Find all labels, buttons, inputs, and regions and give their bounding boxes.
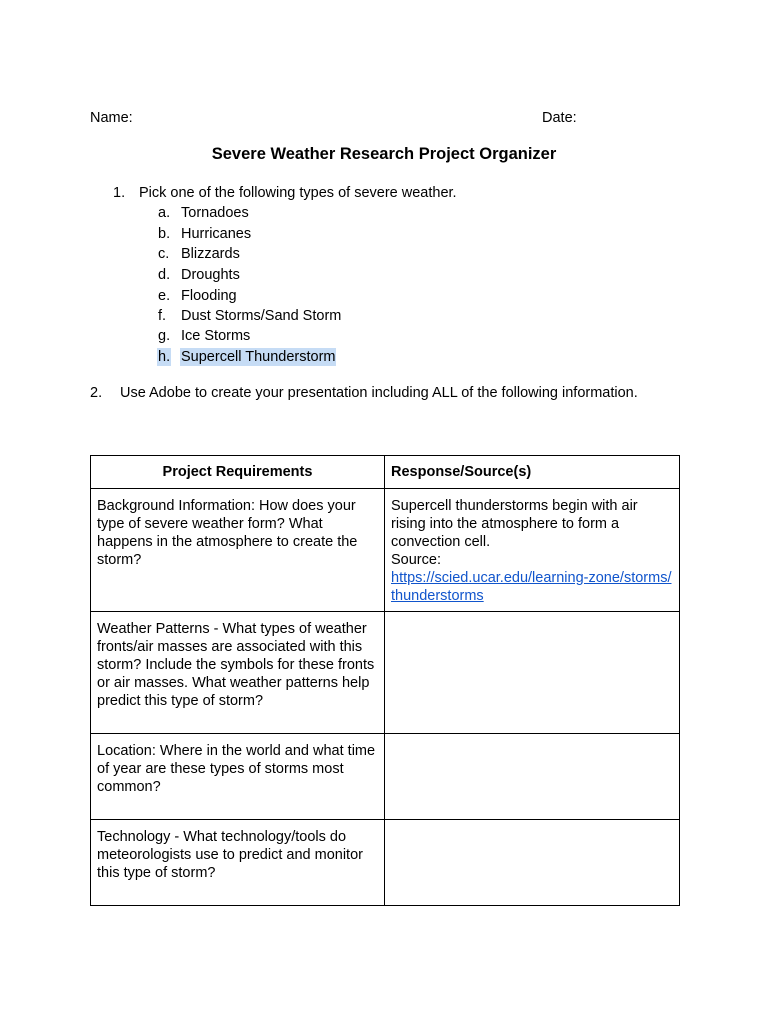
requirements-table (90, 455, 680, 906)
header-response-sources: Response/Source(s) (385, 456, 680, 489)
option-letter-f: f. (158, 308, 167, 324)
option-supercell-thunderstorm-selected[interactable]: Supercell Thunderstorm (181, 349, 336, 365)
response-background-text: Supercell thunderstorms begin with air rising into the atmosphere to form a convection cell. (391, 498, 638, 550)
page-title: Severe Weather Research Project Organizer (211, 145, 557, 163)
source-label: Source: (391, 552, 441, 568)
option-letter-h: h. (158, 349, 171, 365)
option-dust-storms: Dust Storms/Sand Storm (181, 308, 342, 324)
option-letter-c: c. (158, 246, 170, 262)
response-background[interactable] (385, 489, 680, 612)
option-ice-storms: Ice Storms (181, 328, 251, 344)
table-row (91, 820, 680, 906)
header-project-requirements: Project Requirements (91, 456, 385, 489)
question-2-number: 2. (90, 385, 103, 401)
response-weather-patterns[interactable] (385, 612, 680, 734)
source-link[interactable]: https://scied.ucar.edu/learning-zone/storms/thunderstorms (391, 570, 672, 604)
name-label: Name: (90, 110, 133, 126)
question-2-text: Use Adobe to create your presentation including ALL of the following information. (120, 385, 638, 401)
question-1-text: Pick one of the following types of severe weather. (139, 185, 457, 201)
option-droughts: Droughts (181, 267, 240, 283)
option-blizzards: Blizzards (181, 246, 240, 262)
option-letter-e: e. (158, 288, 171, 304)
table-row (91, 612, 680, 734)
option-letter-d: d. (158, 267, 171, 283)
requirement-technology: Technology - What technology/tools do meteorologists use to predict and monitor this type of storm? (91, 820, 385, 906)
option-hurricanes: Hurricanes (181, 226, 252, 242)
requirement-weather-patterns: Weather Patterns - What types of weather fronts/air masses are associated with this storm? Include the symbols for these fronts or air masses. What weather patterns help predict this type of storm? (91, 612, 385, 734)
table-header-row (91, 456, 680, 489)
option-flooding: Flooding (181, 288, 237, 304)
option-letter-b: b. (158, 226, 171, 242)
response-technology[interactable] (385, 820, 680, 906)
table-row (91, 489, 680, 612)
table-row (91, 734, 680, 820)
question-1-number: 1. (113, 185, 126, 201)
date-label: Date: (542, 110, 577, 126)
response-location[interactable] (385, 734, 680, 820)
option-letter-a: a. (158, 205, 171, 221)
requirement-background: Background Information: How does your type of severe weather form? What happens in the atmosphere to create the storm? (91, 489, 385, 612)
option-letter-g: g. (158, 328, 171, 344)
option-tornadoes: Tornadoes (181, 205, 249, 221)
requirement-location: Location: Where in the world and what time of year are these types of storms most common? (91, 734, 385, 820)
